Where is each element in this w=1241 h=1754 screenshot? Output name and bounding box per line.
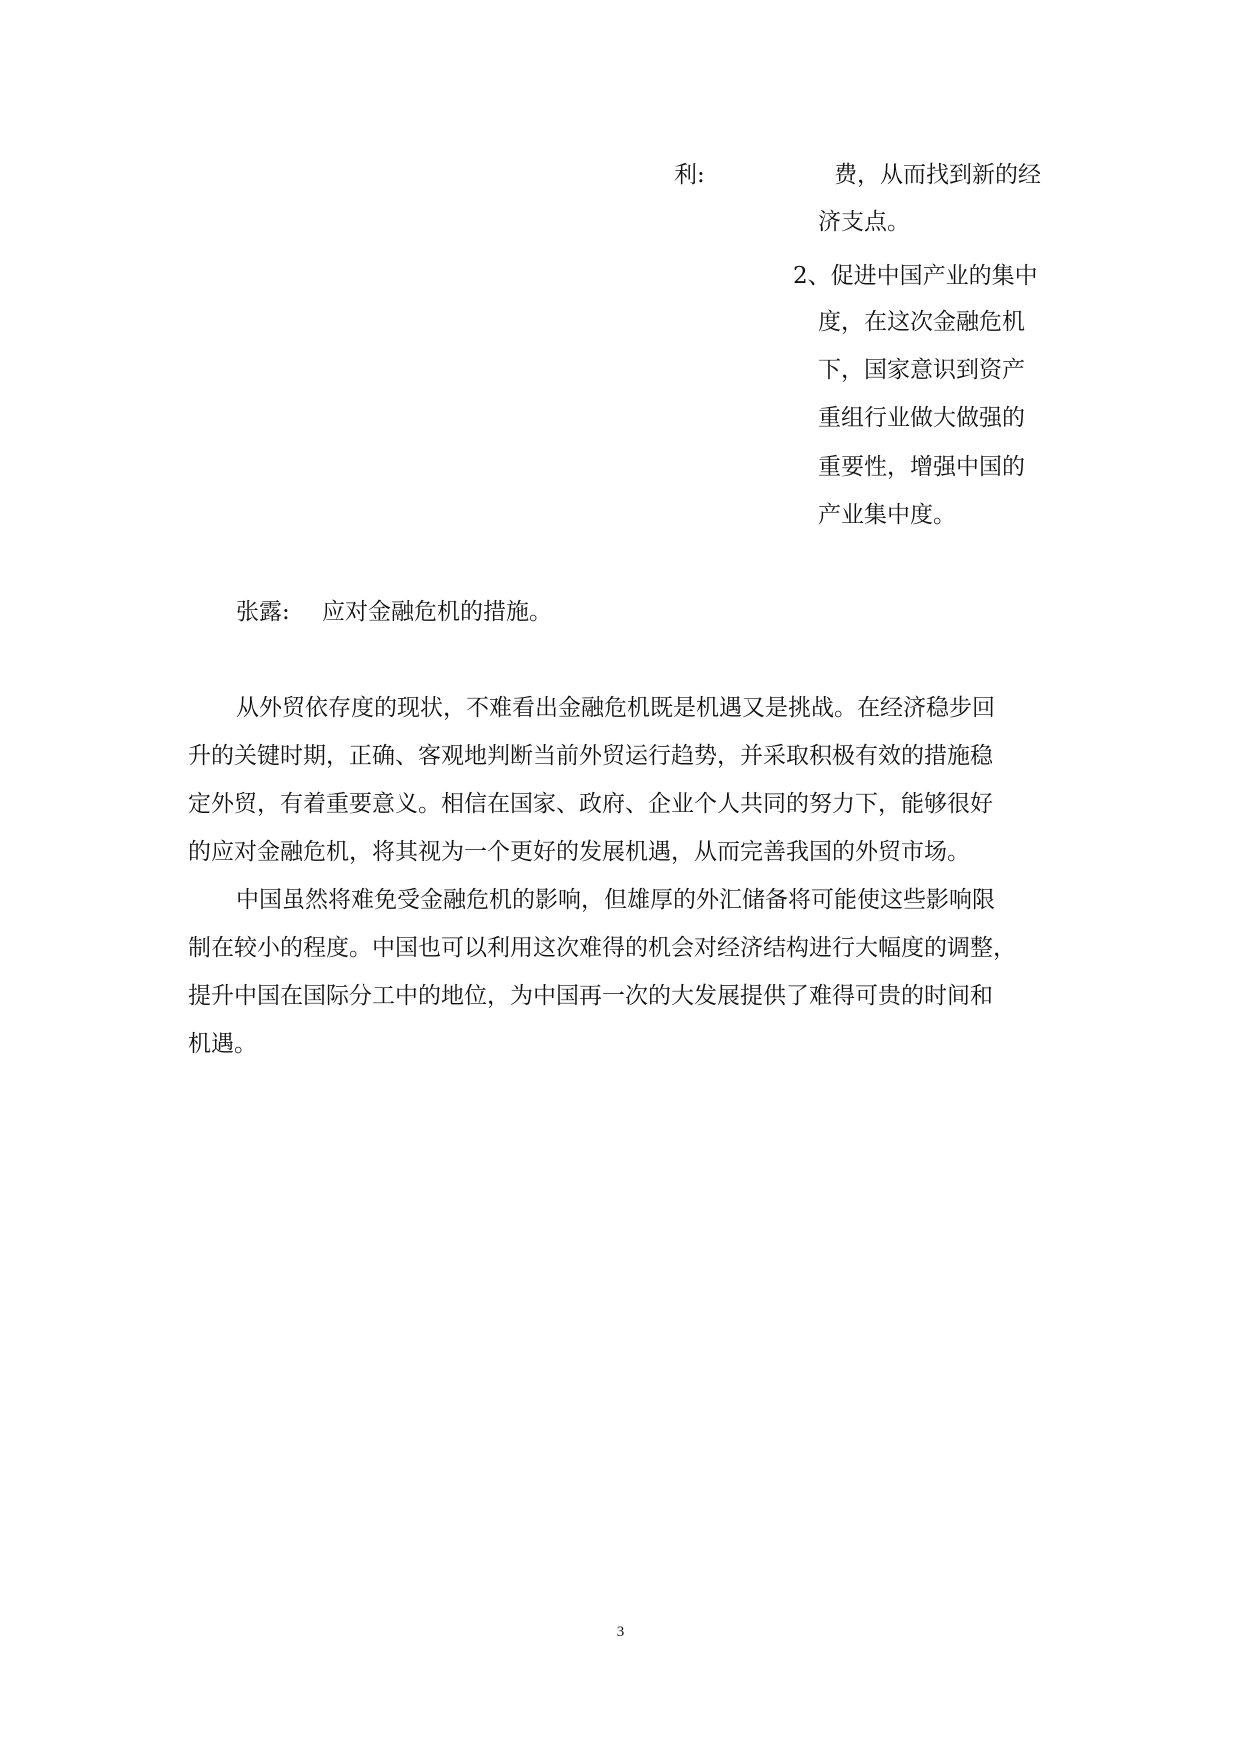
point2-line-1: 2、促进中国产业的集中: [793, 263, 1038, 289]
point2-line-5: 重要性，增强中国的: [818, 454, 1025, 480]
paragraph-2-line-4: 机遇。: [188, 1031, 257, 1057]
section-topic: 应对金融危机的措施。: [322, 599, 552, 625]
point2-line-6: 产业集中度。: [818, 502, 956, 528]
paragraph-2-line-1: 中国虽然将难免受金融危机的影响，但雄厚的外汇储备将可能使这些影响限: [236, 887, 995, 913]
point2-line-4: 重组行业做大做强的: [818, 405, 1025, 431]
paragraph-2-line-2: 制在较小的程度。中国也可以利用这次难得的机会对经济结构进行大幅度的调整，: [188, 935, 1016, 961]
paragraph-1-line-1: 从外贸依存度的现状，不难看出金融危机既是机遇又是挑战。在经济稳步回: [236, 695, 995, 721]
paragraph-2-line-3: 提升中国在国际分工中的地位，为中国再一次的大发展提供了难得可贵的时间和: [188, 983, 993, 1009]
paragraph-1-line-2: 升的关键时期，正确、客观地判断当前外贸运行趋势，并采取积极有效的措施稳: [188, 743, 993, 769]
section-speaker: 张露:: [236, 599, 290, 625]
paragraph-1-line-3: 定外贸，有着重要意义。相信在国家、政府、企业个人共同的努力下，能够很好: [188, 791, 993, 817]
point2-line-2: 度，在这次金融危机: [818, 309, 1025, 335]
speaker-label-li: 利:: [674, 162, 705, 188]
paragraph-1-line-4: 的应对金融危机，将其视为一个更好的发展机遇，从而完善我国的外贸市场。: [188, 839, 970, 865]
point2-line-3: 下，国家意识到资产: [818, 357, 1025, 383]
fragment-line-2: 济支点。: [818, 209, 910, 235]
fragment-line-1: 费，从而找到新的经: [834, 162, 1041, 188]
page-number: 3: [616, 1624, 625, 1640]
